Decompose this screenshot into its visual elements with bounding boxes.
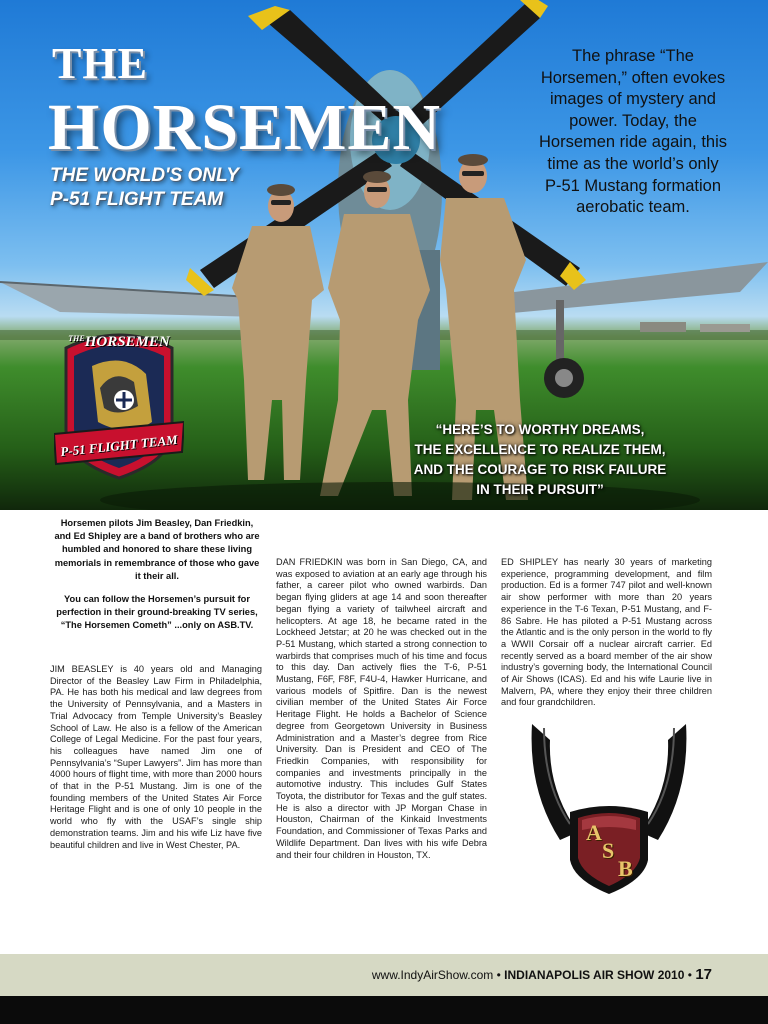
asb-letter-a: A — [586, 820, 602, 845]
footer-publication: INDIANAPOLIS AIR SHOW 2010 — [504, 968, 685, 982]
page-footer — [0, 954, 768, 996]
subtitle-line-2: P-51 FLIGHT TEAM — [50, 189, 224, 210]
lead-paragraph-2: You can follow the Horsemen’s pursuit for perfection in their ground-breaking TV series, “The Horsemen Cometh” ...only on ASB.TV. — [56, 594, 258, 631]
asb-letter-b: B — [618, 856, 633, 881]
quote-line-1: “HERE’S TO WORTHY DREAMS, — [435, 422, 645, 437]
bottom-strip — [0, 996, 768, 1024]
winged-shield-icon — [526, 720, 692, 896]
patch-title-main: HORSEMEN — [84, 334, 170, 350]
horsemen-patch-logo — [54, 326, 184, 482]
footer-url: www.IndyAirShow.com — [371, 968, 494, 982]
bio-jim-beasley: JIM BEASLEY is 40 years old and Managing Director of the Beasley Law Firm in Philadelphia, PA. He has both his medical and law degrees from the University of Pennsylvania, and a Masters in Trial Advocacy from Temple University’s Beasley School of Law. He also is a fellow of the American College of Legal Medicine. For the past four years, his colleagues have named Jim one of Pennsylvania’s “Super Lawyers”. Jim has more than 4000 hours of flight time, with more than 2000 hours of that in the P-51 Mustang. Jim is one of the founding members of the United States Air Force Heritage Flight and is one of only 10 people in the world who fly with the USAF’s single ship demonstration teams. Jim and his wife Liz have five beautiful children and live in West Chester, PA. — [50, 664, 262, 850]
subtitle-line-1: THE WORLD'S ONLY — [50, 165, 239, 186]
quote-line-3: AND THE COURAGE TO RISK FAILURE — [413, 462, 667, 477]
bio-dan-friedkin: DAN FRIEDKIN was born in San Diego, CA, and was exposed to aviation at an early age through his father, a career pilot who owned warbirds. Dan began flying gliders at age 14 and soon thereafter began flying a variety of tailwheel aircraft and helicopters. At age 18, he became rated in the Lockheed Jetstar; at 20 he was checked out in the P-51 Mustang, which started a strong connection to warbirds that comprises much of his time and focus to this day. Dan actively flies the T-6, P-51 Mustang, F6F, F8F, F4U-4, Hawker Hurricane, and various models of Spitfire. Dan is the newest civilian member of the United States Air Force Heritage Flight. He holds a Bachelor of Science degree from Georgetown University in Business Administration and a Master’s degree from Rice University. Dan is President and CEO of The Friedkin Companies, with responsibility for companies and investments principally in the automotive industry. This includes Gulf States Toyota, the distributor for Texas and the gulf states. He is also a director with JP Morgan Chase in Houston, Chairman of the Kinkaid Investments Foundation, and Commissioner of Texas Parks and Wildlife Department. Dan lives with his wife Debra and their four children in Houston, TX. — [276, 557, 487, 860]
pull-quote — [392, 420, 688, 500]
asb-logo — [526, 720, 692, 896]
asb-letter-s: S — [602, 838, 615, 863]
footer-separator-2: • — [687, 968, 692, 982]
page-number: 17 — [695, 966, 712, 983]
subtitle — [50, 164, 280, 212]
intro-paragraph: The phrase “The Horsemen,” often evokes images of mystery and power. Today, the Horsemen ride again, this time as the world’s only P-51 Mustang formation aerobatic team. — [538, 47, 727, 217]
footer-separator-1: • — [496, 968, 501, 982]
patch-title-small: THE — [68, 334, 85, 343]
footer-line — [372, 967, 712, 983]
quote-line-4: IN THEIR PURSUIT” — [476, 482, 604, 497]
quote-line-2: THE EXCELLENCE TO REALIZE THEM, — [414, 442, 666, 457]
title-horsemen: HORSEMEN — [48, 91, 442, 164]
patch-title — [68, 334, 170, 351]
bio-ed-shipley: ED SHIPLEY has nearly 30 years of marketing experience, programming development, and film production. Ed is a former 747 pilot and well-known air show performer with more than 20 years experience in the T-6 Texan, P-51 Mustang, and F-86 Sabre. He has piloted a P-51 Mustang across the Atlantic and is the only person in the world to fly a WWII Corsair off a nuclear aircraft carrier. Ed recently served as a board member of the air show industry’s governing body, the International Council of Air Shows (ICAS). Ed and his wife Laurie live in Malvern, PA, where they enjoy their three children and four grandchildren. — [501, 557, 712, 708]
hero-photo — [0, 0, 768, 510]
title-the: THE — [52, 39, 148, 88]
patch-banner-text: P-51 FLIGHT TEAM — [59, 431, 179, 460]
lead-paragraph-1: Horsemen pilots Jim Beasley, Dan Friedkin, and Ed Shipley are a band of brothers who are humbled and honored to share these living memorials in remembrance of those who gave it their all. — [54, 518, 260, 581]
